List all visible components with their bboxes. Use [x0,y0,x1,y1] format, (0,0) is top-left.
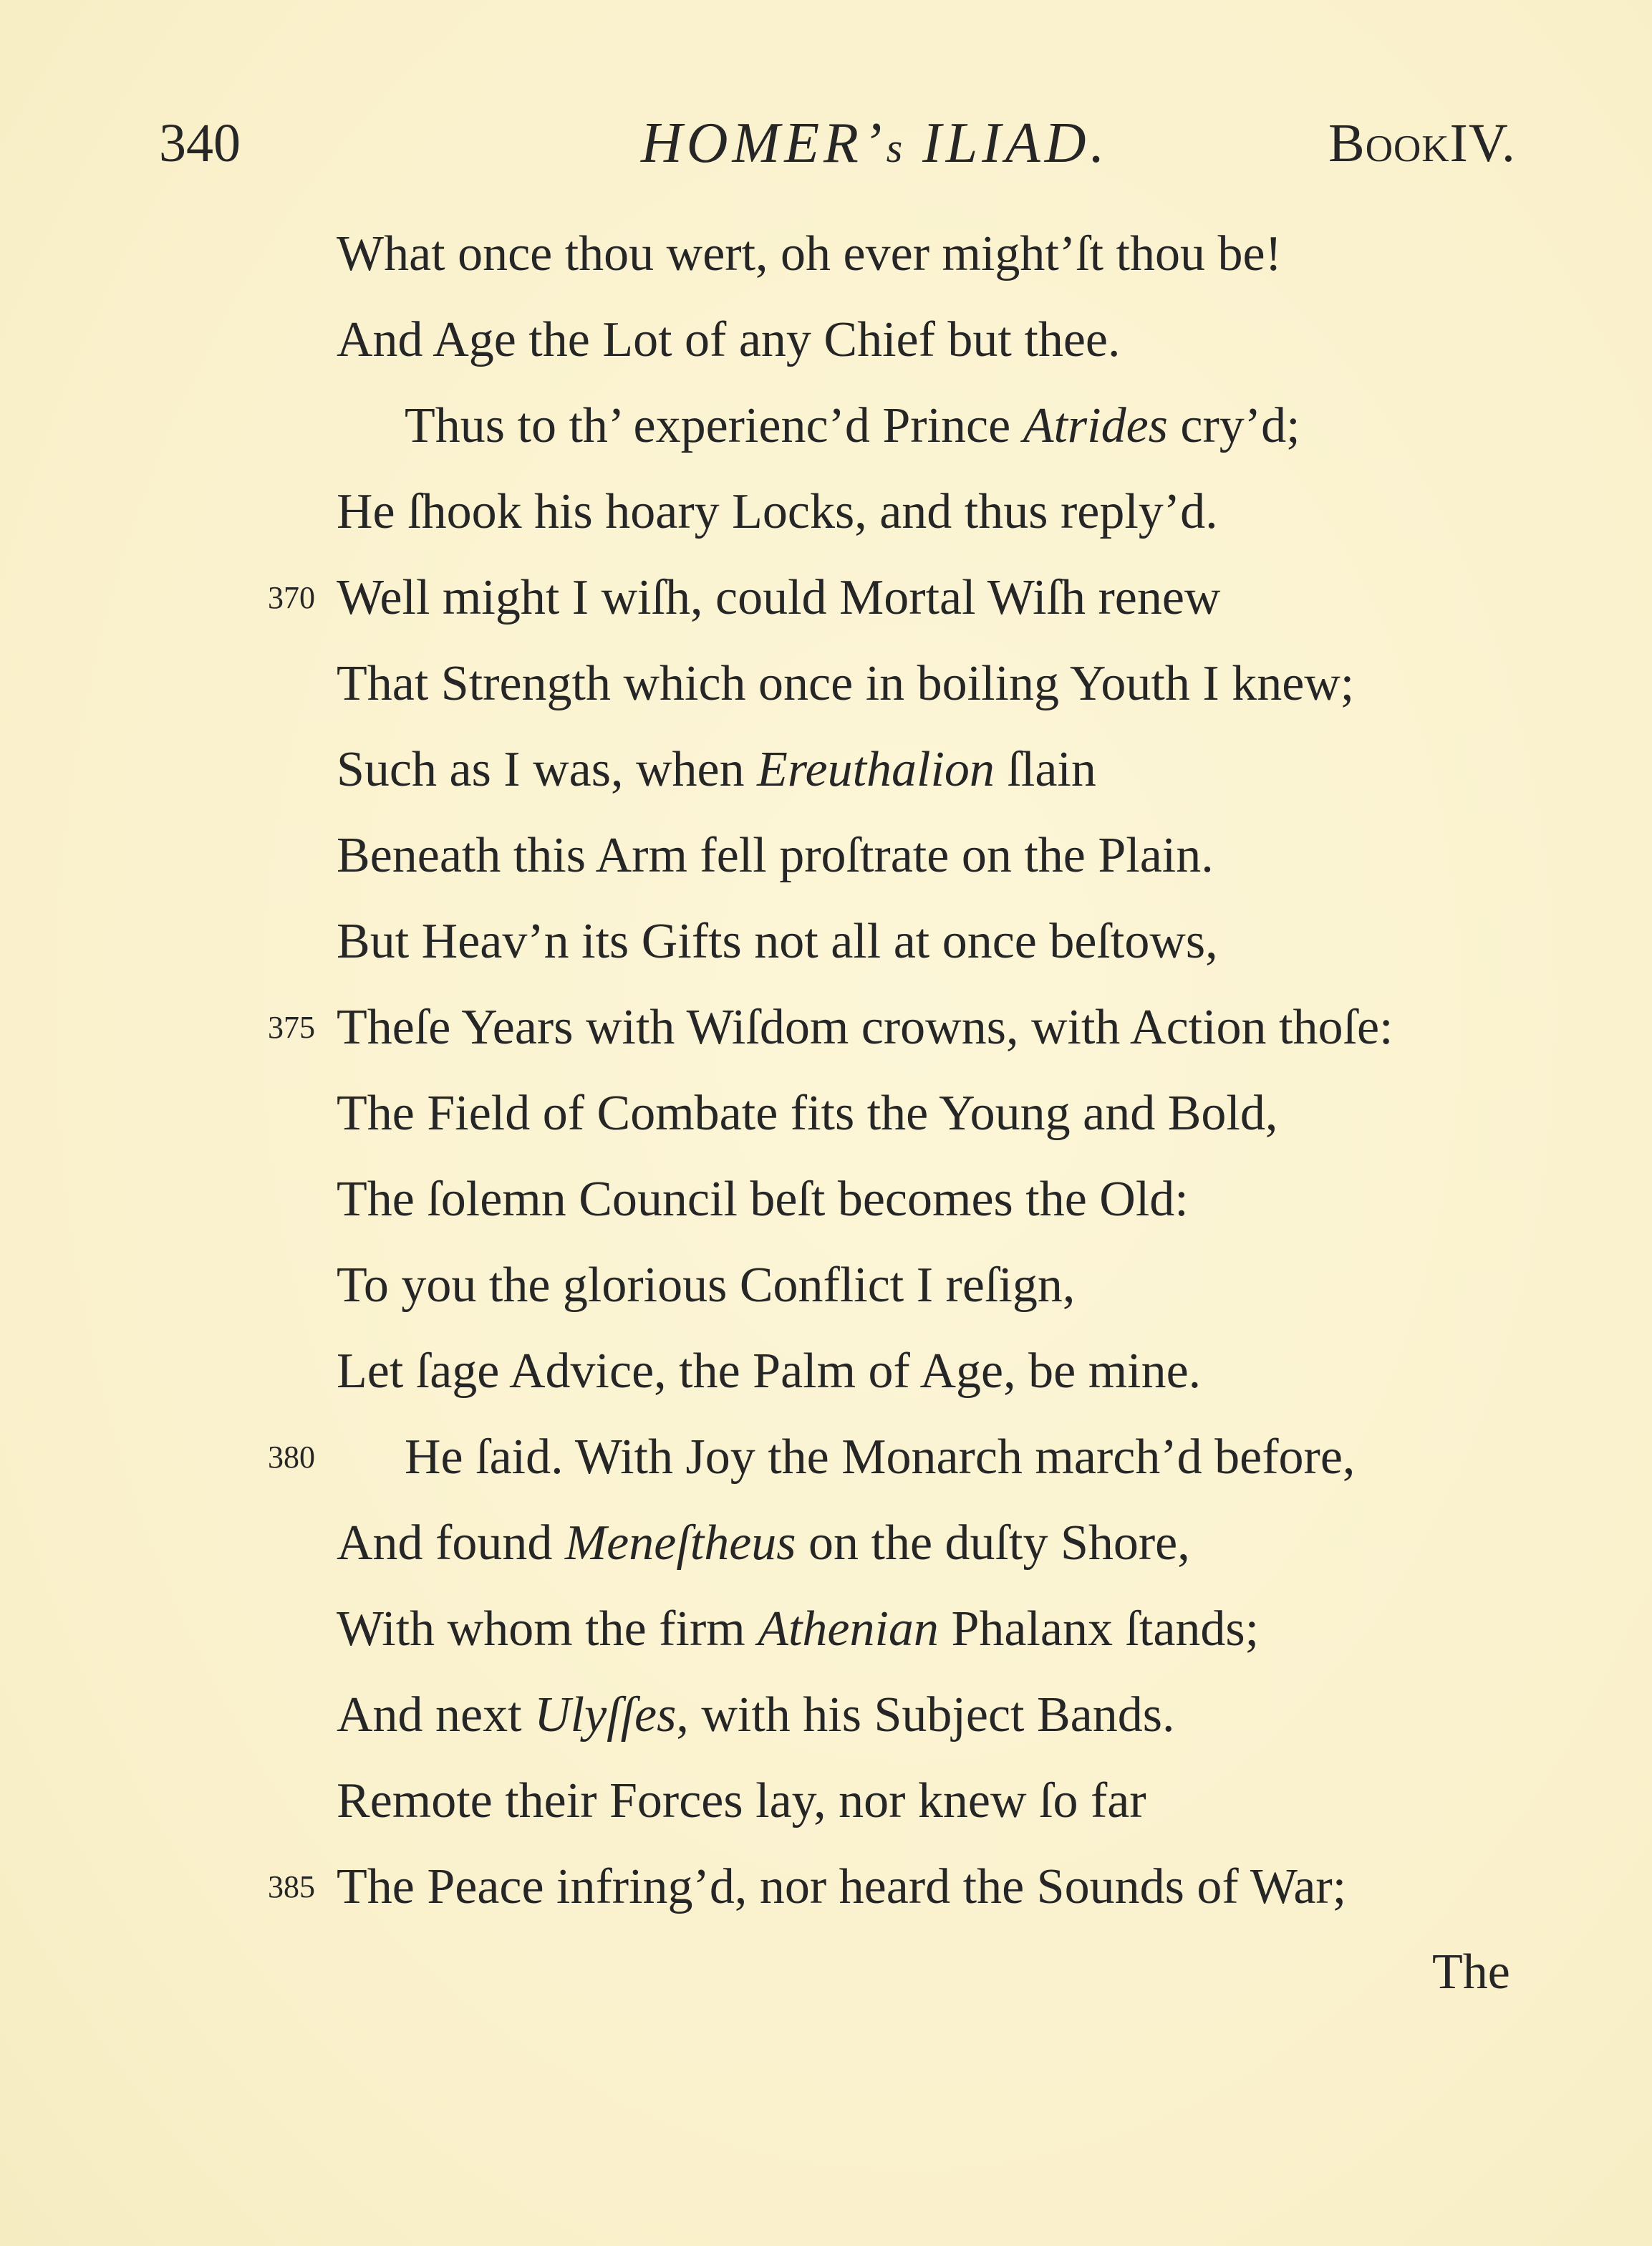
verse-line: And next Ulyſſes, with his Subject Bands. [337,1687,1175,1743]
book-label: BookIV. [1328,113,1516,173]
verse-line: He ſhook his hoary Locks, and thus reply’d. [337,484,1218,539]
proper-name: Meneſtheus [564,1515,796,1571]
line-number: 385 [268,1869,315,1904]
running-title-s: s [886,125,904,171]
page-number: 340 [159,113,241,173]
verse-line: And found Meneſtheus on the duſty Shore, [337,1515,1190,1571]
verse-line: Theſe Years with Wiſdom crowns, with Action thoſe: [337,1000,1393,1055]
verse-line: The Field of Combate fits the Young and Bold, [337,1086,1278,1141]
verse-line: Let ſage Advice, the Palm of Age, be mine. [337,1344,1202,1399]
verse-line: But Heav’n its Gifts not all at once beſtows, [337,914,1218,969]
running-title-apostrophe: ’ [862,112,887,175]
verse-line: Such as I was, when Ereuthalion ſlain [337,742,1096,797]
verse-line: And Age the Lot of any Chief but thee. [337,312,1121,367]
verse-line: The ſolemn Council beſt becomes the Old: [337,1172,1189,1227]
line-number: 370 [268,580,315,615]
verse-line: Beneath this Arm fell proſtrate on the Plain. [337,828,1214,883]
proper-name: Athenian [758,1601,939,1657]
running-title-iliad: ILIAD. [904,112,1109,175]
proper-name: Ulyſſes [534,1687,677,1743]
verse-line: The Peace infring’d, nor heard the Sounds of War; [337,1859,1347,1914]
verse-line: Remote their Forces lay, nor knew ſo far [337,1773,1146,1828]
verse-line: Well might I wiſh, could Mortal Wiſh renew [337,570,1221,625]
verse-line: What once thou wert, oh ever might’ſt thou be! [337,226,1282,281]
verse-line: To you the glorious Conflict I reſign, [337,1258,1076,1313]
verse-line: That Strength which once in boiling Youth I knew; [337,656,1355,711]
catchword: The [1432,1944,1510,2000]
verse-line: Thus to th’ experienc’d Prince Atrides cry’d; [405,398,1300,453]
line-number: 380 [268,1440,315,1475]
verse-line: With whom the firm Athenian Phalanx ſtands; [337,1601,1260,1657]
line-number: 375 [268,1010,315,1045]
running-title-homer: HOMER [641,112,863,175]
proper-name: Atrides [1023,398,1168,453]
verse-line: He ſaid. With Joy the Monarch march’d before, [405,1430,1356,1485]
proper-name: Ereuthalion [757,742,995,797]
